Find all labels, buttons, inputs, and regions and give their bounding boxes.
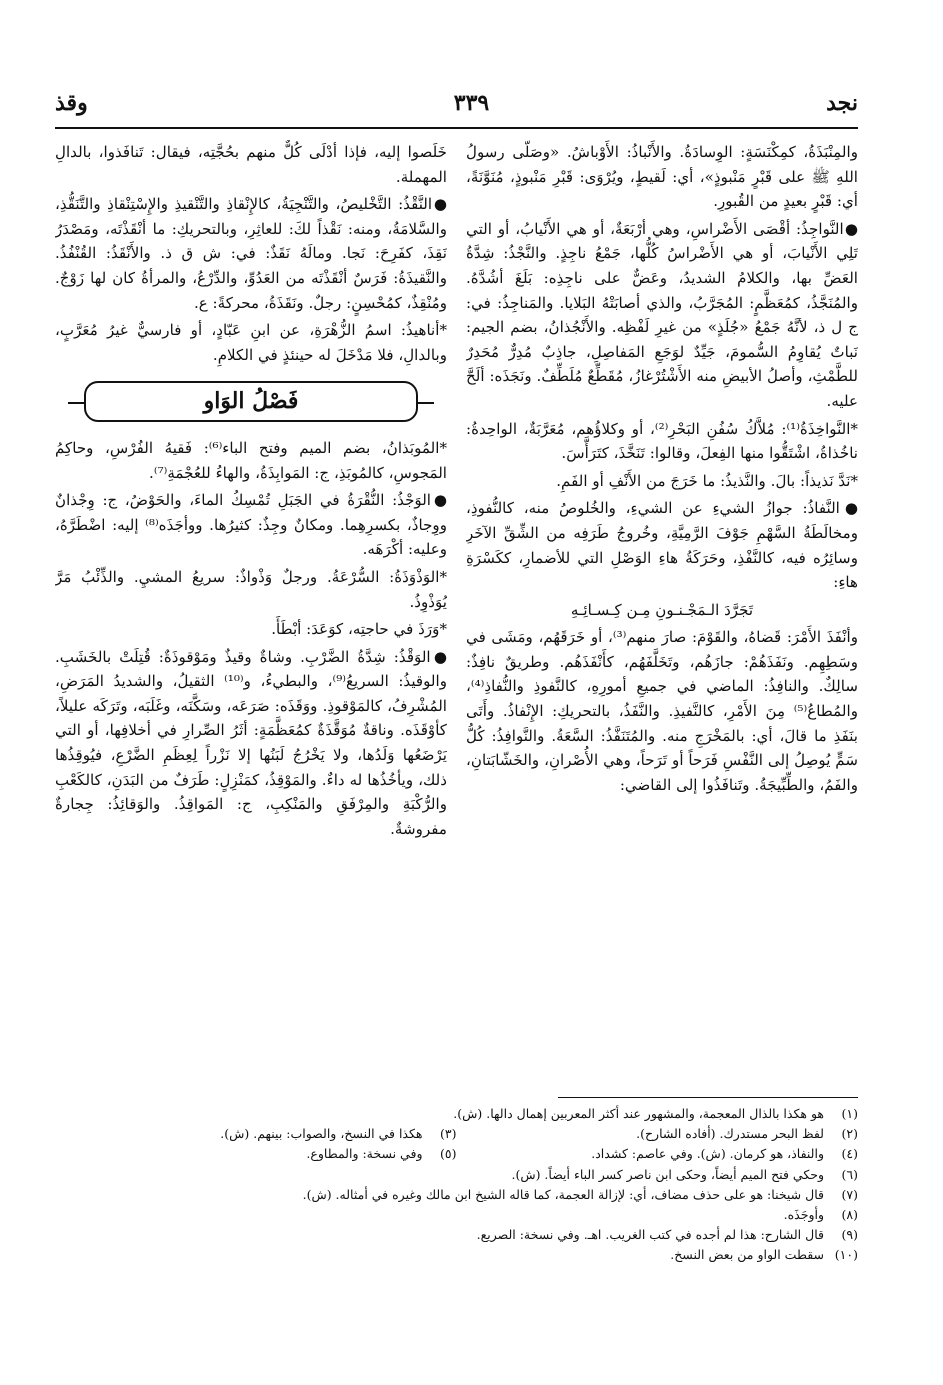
section-heading: فَصْلُ الوَاو [84, 381, 418, 422]
entry-paragraph: *أناهيذُ: اسمُ الزُّهْرَةِ، عن ابنِ عَبّادٍ، أو فارسيٌّ غيرُ مُعَرَّبٍ، وبالدالِ، فلا مَدْخَلَ له حينئذٍ في الكلامِ. [55, 321, 447, 364]
footnotes [55, 1104, 858, 1266]
entry-paragraph: ●النَّفاذُ: جوازُ الشيءِ عن الشيءِ، والخُلوصُ منه، كالنُّفوذِ، ومخالَطَةُ السَّهْمِ جَوْفَ الرَّمِيَّةِ، وخُروجُ طَرَفِه من الشِّقِّ الآخَرِ وسائِرُه فيه، كالنَّفْذِ، وحَرَكَةُ هاءِ الوَصْلِ التي للأضمارِ، ككَسْرَةِ هاءِ: [466, 499, 858, 592]
footnote-number: (٦) [841, 1166, 858, 1182]
entry-paragraph: ●الوَقْذُ: شِدَّةُ الضَّرْبِ. وشاةٌ وقيذٌ ومَوْقوذَةٌ: قُتِلَتْ بالخَشَبِ. والوقيذُ: السريعُ⁽⁹⁾، والبطيءُ، و⁽¹⁰⁾ الثقيلُ، والشديدُ المَرَضِ، المُشْرِفُ، كالمَوْقوذِ. ووَقَذَه: صَرَعَه، وسَكَّنَه، وغَلَبَه، وتَرَكَه عليلاً، كأوْقَذَه. وناقةٌ مُوَقَّذَةٌ كمُعَظَّمَةٍ: أثَرُ الصِّرارِ في أخلافِها، أو التي يَرْضَعُها وَلَدُها، ولا يَخْرُجُ لَبَنُها إلا نَزْراً لِعِظَمِ الضَّرْعِ، فيُوقِذُها ذلك، ويأخُذُها له داءٌ. والمَوْقِذُ، كمَنْزِلٍ: طَرَفٌ من البَدَنِ، كالكَعْبِ والرُّكْبَةِ والمِرْفَقِ والمَنْكِبِ، ج: المَواقِذُ. والوَقائِذُ: جِجارةٌ مفروشةٌ. [55, 647, 447, 838]
footnote-text: وفي نسخة: والمطاوع. [306, 1146, 423, 1162]
entry-paragraph: وأنْفَذَ الأَمْرَ: قَضاهُ، والقَوْمَ: صارَ منهم⁽³⁾، أو خَرَقَهُم، ومَشَى في وسَطِهِم. ونَفَذَهُمْ: جازَهُم، وتَخَلَّفَهُم، كأَنْفَذَهُم. وطريقٌ نافِذٌ: سالِكٌ. والنافِذُ: الماضي في جميعِ أمورِهِ، كالنَّفوذِ والنُّفاذِ⁽⁴⁾، والمُطاعُ⁽⁵⁾ مِنَ الأَمْرِ، كالنَّفيذِ. والنَّفَذُ، بالتحريكِ: الإِنْفاذُ. وأَتَى بنَفَذِ ما قالَ، أي: بالمَخْرَجِ منه. والمُتَنَفَّذُ: السَّعَةُ. والنَّوافِذُ: كُلُّ سَمٍّ يُوصِلُ إلى النَّفْسِ فَرَحاً أو تَرَحاً، وهي الأُصْرانِ، والخَشّابَتانِ، والفَمُ، والطِّبِّيجَةُ. وتَنافَذُوا إلى القاضي: [466, 628, 858, 794]
footnote-text: لفظ البحر مستدرك. (أفاده الشارح). [636, 1126, 824, 1142]
footnote [55, 1124, 457, 1144]
footnote-number: (٢) [841, 1126, 858, 1142]
entry-paragraph: *الوَذْوَذَةُ: السُّرْعَةُ. ورجلٌ وَذْواذٌ: سريعُ المشيِ. والذِّئْبُ مَرَّ يُوَذْوِذُ. [55, 567, 447, 611]
footnote-number: (٩) [841, 1227, 858, 1243]
entry-paragraph: *نَدَّ نَذيذاً: بالَ. والنَّذيذُ: ما خَرَجَ من الأَنْفِ أو الفَمِ. [556, 471, 858, 490]
poetry-verse: تَجَرَّدَ الـمَجْـنـونِ مِـن كِـسـائِـهِ [570, 600, 754, 619]
footnote [457, 1144, 859, 1164]
footnote [457, 1124, 859, 1144]
header-left-word: وقذ [55, 90, 88, 116]
footnote-number: (٤) [841, 1146, 858, 1162]
footnote-text: هكذا في النسخ، والصواب: بينهم. (ش). [220, 1126, 423, 1142]
footnote [55, 1104, 858, 1124]
entry-paragraph: والمِنْبَذَةُ، كمِكْنَسَةٍ: الوِسادَةُ. والأَنْباذُ: الأَوْباشُ. «وصَلَّى رسولُ اللهِ ﷺ على قَبْرٍ مَنْبوذٍ»، أي: لَقيطٍ، ويُرْوَى: قَبْرِ مَنْبوذٍ، مُنَوَّنَةً، أي: قَبْرٍ بعيدٍ من القُبورِ. [466, 143, 858, 211]
footnote-number: (٧) [841, 1186, 858, 1202]
footnote-number: (٥) [440, 1146, 457, 1162]
footnote-rule [558, 1097, 858, 1098]
header-right-word: نجد [826, 90, 858, 116]
footnote-text: قال الشارح: هذا لم أجده في كتب الغريب. اهـ. وفي نسخة: الصريع. [476, 1227, 824, 1243]
footnote-text: والنفاذ، هو كرمان. (ش). وفي عاصم: كشداد. [591, 1146, 824, 1162]
footnote [55, 1205, 858, 1225]
header-rule [55, 127, 858, 129]
footnote [55, 1245, 858, 1265]
footnote-text: سقطت الواو من بعض النسخ. [670, 1247, 824, 1263]
left-column [55, 140, 447, 1085]
entry-paragraph: ●الوَجْذُ: النُّقْرَةُ في الجَبَلِ تُمْسِكُ الماءَ، والحَوْضُ، ج: وِجْذانٌ ووِجاذٌ، بكسرِهِما. ومكانٌ وجِذٌ: كثيرُها. ووأجَذَه⁽⁸⁾ إليه: اضْطَرَّهُ، وعليه: أكْرَهَه. [55, 491, 447, 559]
entry-paragraph: خَلَصوا إليه، فإذا أدْلَى كُلٌّ منهم بحُجَّتِه، فيقال: تَنافَذوا، بالدالِ المهملة. [55, 143, 447, 186]
footnote-text: وحكي فتح الميم أيضاً، وحكى ابن ناصر كسر الباء أيضاً. (ش). [511, 1166, 824, 1182]
footnote [55, 1225, 858, 1245]
entry-paragraph: ●النَّقْذُ: التَّخْليصُ، والتَّنْجِيَةُ، كالإِنْقاذِ والتَّنْقيذِ والإِسْتِنْقاذِ والتَّنَقُّذِ، والسَّلامَةُ، ومنه: نَقْذاً لكَ: للعاثِرِ، وبالتحريكِ: ما أنْقَذْتَه، ومَصْدَرُ نَقِذَ، كفَرِحَ: نَجا. ومالَهُ نَقَذٌ: في: ش ق ذ. والأَنْقَذُ: القُنْفُذُ. والنَّقيذَةُ: فَرَسٌ أنْقَذْتَه من العَدُوِّ، والدِّرْعُ، والمرأةُ كان لها زَوْجٌ. ومُنْقِذٌ، كمُحْسِنٍ: رجلٌ. ونَقَذَةُ، محركةً: ع. [55, 195, 447, 312]
right-column [466, 140, 858, 1085]
entry-paragraph: *النَّواخِذَةُ⁽¹⁾: مُلاَّكُ سُفُنِ البَحْرِ⁽²⁾، أو وكلاؤُهم، مُعَرَّبَةٌ، الواحِدةُ: ناخُذاةُ، اشْتَقُّوا منها الفِعلَ، وقالوا: تَنَخَّذَ، كتَرَأَّسَ. [466, 419, 858, 463]
entry-paragraph: ●النَّواجِذُ: أقْصَى الأَضْراسِ، وهي أرْبَعَةٌ، أو هي الأَنْيابُ، أو التي تَلِي الأَنْيابَ، أو هي الأَضْراسُ كُلُّها، جَمْعُ ناجِذٍ. والنَّجْذُ: شِدَّةُ العَضِّ بها، والكلامُ الشديدُ، وعَضٌّ على ناجِذِه: بَلَغَ أشُدَّهُ. والمُنَجَّذُ، كمُعَظَّمٍ: المُجَرَّبُ، والذي أصابَتْهُ البَلايا. والمَناجِذُ: في: ج ل ذ، لأنَّهُ جَمْعُ «جُلَذٍ» من غيرِ لَفْظِه. والأَنْجُذانُ، بضم الجيم: نَباتٌ يُقاوِمُ السُّمومَ، جَيِّدٌ لوَجَعِ المَفاصِلِ، جاذِبٌ مُدِرٌّ مُحَدِرٌ للطَّمْثِ، وأصلُ الأبيضِ منه الأَشْتُرْغازُ، مُقَطِّعٌ مُلَطِّفٌ. ونَجَذَه: ألَحَّ عليه. [466, 219, 858, 410]
footnote-text: قال شيخنا: هو على حذف مضاف، أي: لإزالة العجمة، كما قاله الشيخ ابن مالك وغيره في أمثاله. (ش). [302, 1186, 824, 1202]
footnote [55, 1165, 858, 1185]
footnote-text: وأوجَذَه. [783, 1207, 824, 1223]
entry-paragraph: *المُوبَذانُ، بضم الميم وفتح الباء⁽⁶⁾: فَقيهُ الفُرْسِ، وحاكِمُ المَجوسِ، كالمُوبَذِ، ج: المَوابِذَةُ، والهاءُ للعُجْمَةِ⁽⁷⁾. [55, 438, 447, 482]
page-number: ٣٣٩ [453, 90, 490, 116]
footnote-number: (٨) [841, 1207, 858, 1223]
footnote-text: هو هكذا بالذال المعجمة، والمشهور عند أكثر المعربين إهمال دالها. (ش). [453, 1106, 824, 1121]
footnote-number: (١) [841, 1106, 858, 1121]
footnote [55, 1144, 457, 1164]
entry-paragraph: *وَرَذَ في حاجتِه، كوَعَدَ: أبْطَأَ. [271, 620, 447, 639]
footnote-number: (٣) [440, 1126, 457, 1142]
footnote [55, 1185, 858, 1205]
footnote-number: (١٠) [834, 1247, 858, 1263]
